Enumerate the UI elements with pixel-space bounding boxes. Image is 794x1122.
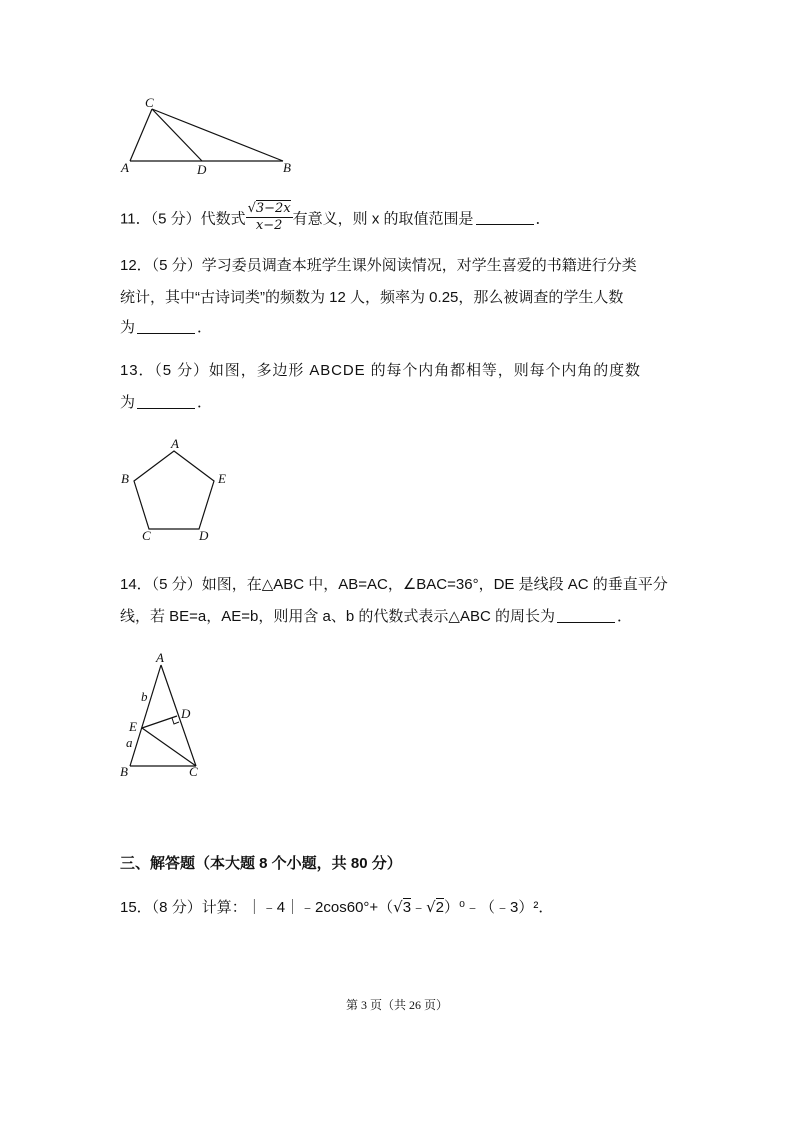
question-15 <box>120 897 553 918</box>
label-c-top: C <box>145 95 154 110</box>
q15-pre: 15．（8 分）计算：｜﹣4｜﹣2cos60°+（ <box>120 899 394 916</box>
q15-radicand-1: 3 <box>402 899 412 916</box>
q11-end: ． <box>535 210 551 228</box>
question-13-line1: 13．（5 分）如图，多边形 ABCDE 的每个内角都相等，则每个内角的度数 <box>120 362 641 379</box>
label-b-side: b <box>141 689 148 704</box>
q12-answer-blank[interactable] <box>137 319 195 334</box>
label-d-isosceles: D <box>181 706 191 721</box>
label-a-side: a <box>126 735 133 750</box>
section-3-heading: 三、解答题（本大题 8 个小题，共 80 分） <box>120 855 402 872</box>
label-a-top: A <box>121 160 129 175</box>
label-b-pentagon: B <box>121 471 129 486</box>
q14-answer-blank[interactable] <box>557 608 615 623</box>
q13-answer-blank[interactable] <box>137 394 195 409</box>
q15-minus: ﹣ <box>411 899 427 916</box>
q11-numerator: 3−2x <box>255 201 291 216</box>
q12-line3-pre: 为 <box>120 319 136 336</box>
q11-denominator: x−2 <box>255 218 283 233</box>
label-d-top: D <box>197 162 207 177</box>
question-12-line2: 统计，其中“古诗词类”的频数为 12 人，频率为 0.25，那么被调查的学生人数 <box>120 289 624 306</box>
pentagon-figure <box>125 445 235 540</box>
q11-answer-blank[interactable] <box>476 210 534 225</box>
question-11 <box>120 203 551 236</box>
q11-text: 11．（5 分）代数式 <box>120 210 246 228</box>
label-a-pentagon: A <box>171 436 179 451</box>
question-13-line2 <box>120 393 212 413</box>
question-14-line1: 14．（5 分）如图，在△ABC 中，AB=AC，∠BAC=36°，DE 是线段 AC 的垂直平分 <box>120 576 668 593</box>
q13-line2-pre: 为 <box>120 394 136 411</box>
label-b-top: B <box>283 160 291 175</box>
q12-end: ． <box>197 319 213 336</box>
question-14-line2 <box>120 607 632 627</box>
q11-text-after: 有意义，则 x 的取值范围是 <box>292 210 474 228</box>
q14-line2-pre: 线，若 BE=a，AE=b，则用含 a、b 的代数式表示△ABC 的周长为 <box>120 608 555 625</box>
label-b-isosceles: B <box>120 764 128 779</box>
label-d-pentagon: D <box>199 528 209 543</box>
q13-end: ． <box>197 394 213 411</box>
label-e-pentagon: E <box>218 471 226 486</box>
q14-end: ． <box>616 608 632 625</box>
page-footer: 第 3 页（共 26 页） <box>345 998 448 1012</box>
label-e-isosceles: E <box>129 719 137 734</box>
label-c-isosceles: C <box>189 764 198 779</box>
isosceles-triangle-figure <box>118 650 218 775</box>
label-a-isosceles: A <box>156 650 164 665</box>
question-12-line1: 12．（5 分）学习委员调查本班学生课外阅读情况，对学生喜爱的书籍进行分类 <box>120 257 637 274</box>
q11-fraction: $\frac{√3-2x}{x-2}$ <box>247 201 291 233</box>
sqrt-icon: √ <box>426 898 436 916</box>
sqrt-icon: √ <box>393 898 403 916</box>
label-c-pentagon: C <box>142 528 151 543</box>
q15-radicand-2: 2 <box>435 899 444 916</box>
question-12-line3 <box>120 318 212 338</box>
q15-post: ）⁰﹣（﹣3）²． <box>444 899 554 916</box>
